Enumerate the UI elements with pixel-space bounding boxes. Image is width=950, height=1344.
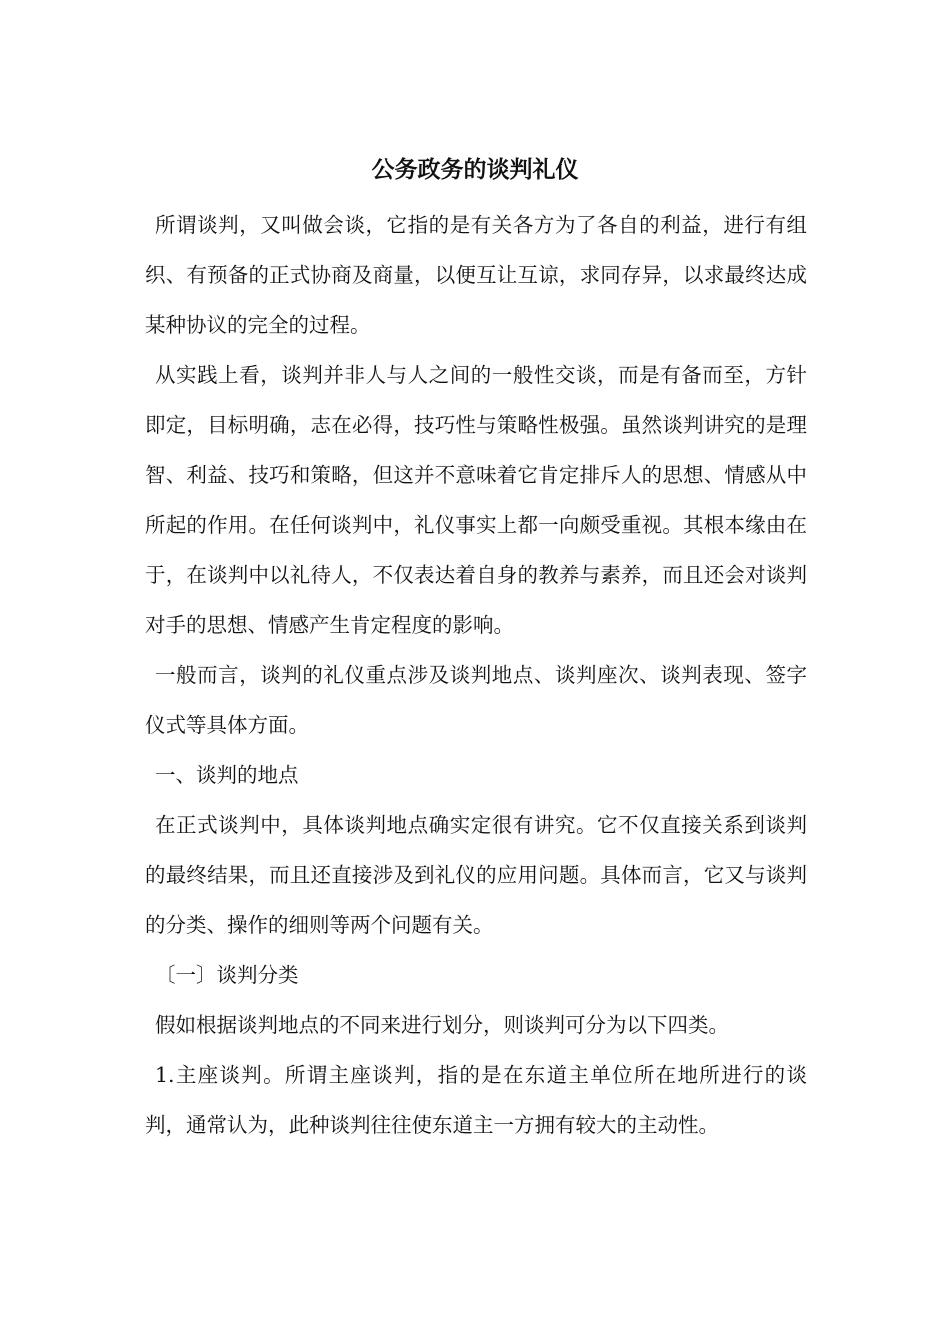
paragraph-location: 在正式谈判中，具体谈判地点确实定很有讲究。它不仅直接关系到谈判的最终结果，而且还直接涉及到礼仪的应用问题。具体而言，它又与谈判的分类、操作的细则等两个问题有关。: [145, 813, 807, 937]
subsection-heading-classification: 〔一〕谈判分类: [155, 963, 299, 987]
paragraph-definition: 所谓谈判，又叫做会谈，它指的是有关各方为了各自的利益，进行有组织、有预备的正式协商及商量，以便互让互谅，求同存异，以求最终达成某种协议的完全的过程。: [145, 213, 807, 337]
document-body: [145, 200, 807, 1150]
list-item-home-negotiation: 1.主座谈判。所谓主座谈判，指的是在东道主单位所在地所进行的谈判，通常认为，此种谈判往往使东道主一方拥有较大的主动性。: [145, 1063, 807, 1137]
section-heading-location: 一、谈判的地点: [155, 763, 299, 787]
paragraph-classification-intro: 假如根据谈判地点的不同来进行划分，则谈判可分为以下四类。: [155, 1013, 729, 1037]
paragraph-overview: 一般而言，谈判的礼仪重点涉及谈判地点、谈判座次、谈判表现、签字仪式等具体方面。: [145, 663, 807, 737]
paragraph-practice: 从实践上看，谈判并非人与人之间的一般性交谈，而是有备而至，方针即定，目标明确，志在必得，技巧性与策略性极强。虽然谈判讲究的是理智、利益、技巧和策略，但这并不意味着它肯定排斥人的思想、情感从中所起的作用。在任何谈判中，礼仪事实上都一向颇受重视。其根本缘由在于，在谈判中以礼待人，不仅表达着自身的教养与素养，而且还会对谈判对手的思想、情感产生肯定程度的影响。: [145, 363, 807, 637]
document-title: 公务政务的谈判礼仪: [371, 156, 579, 183]
